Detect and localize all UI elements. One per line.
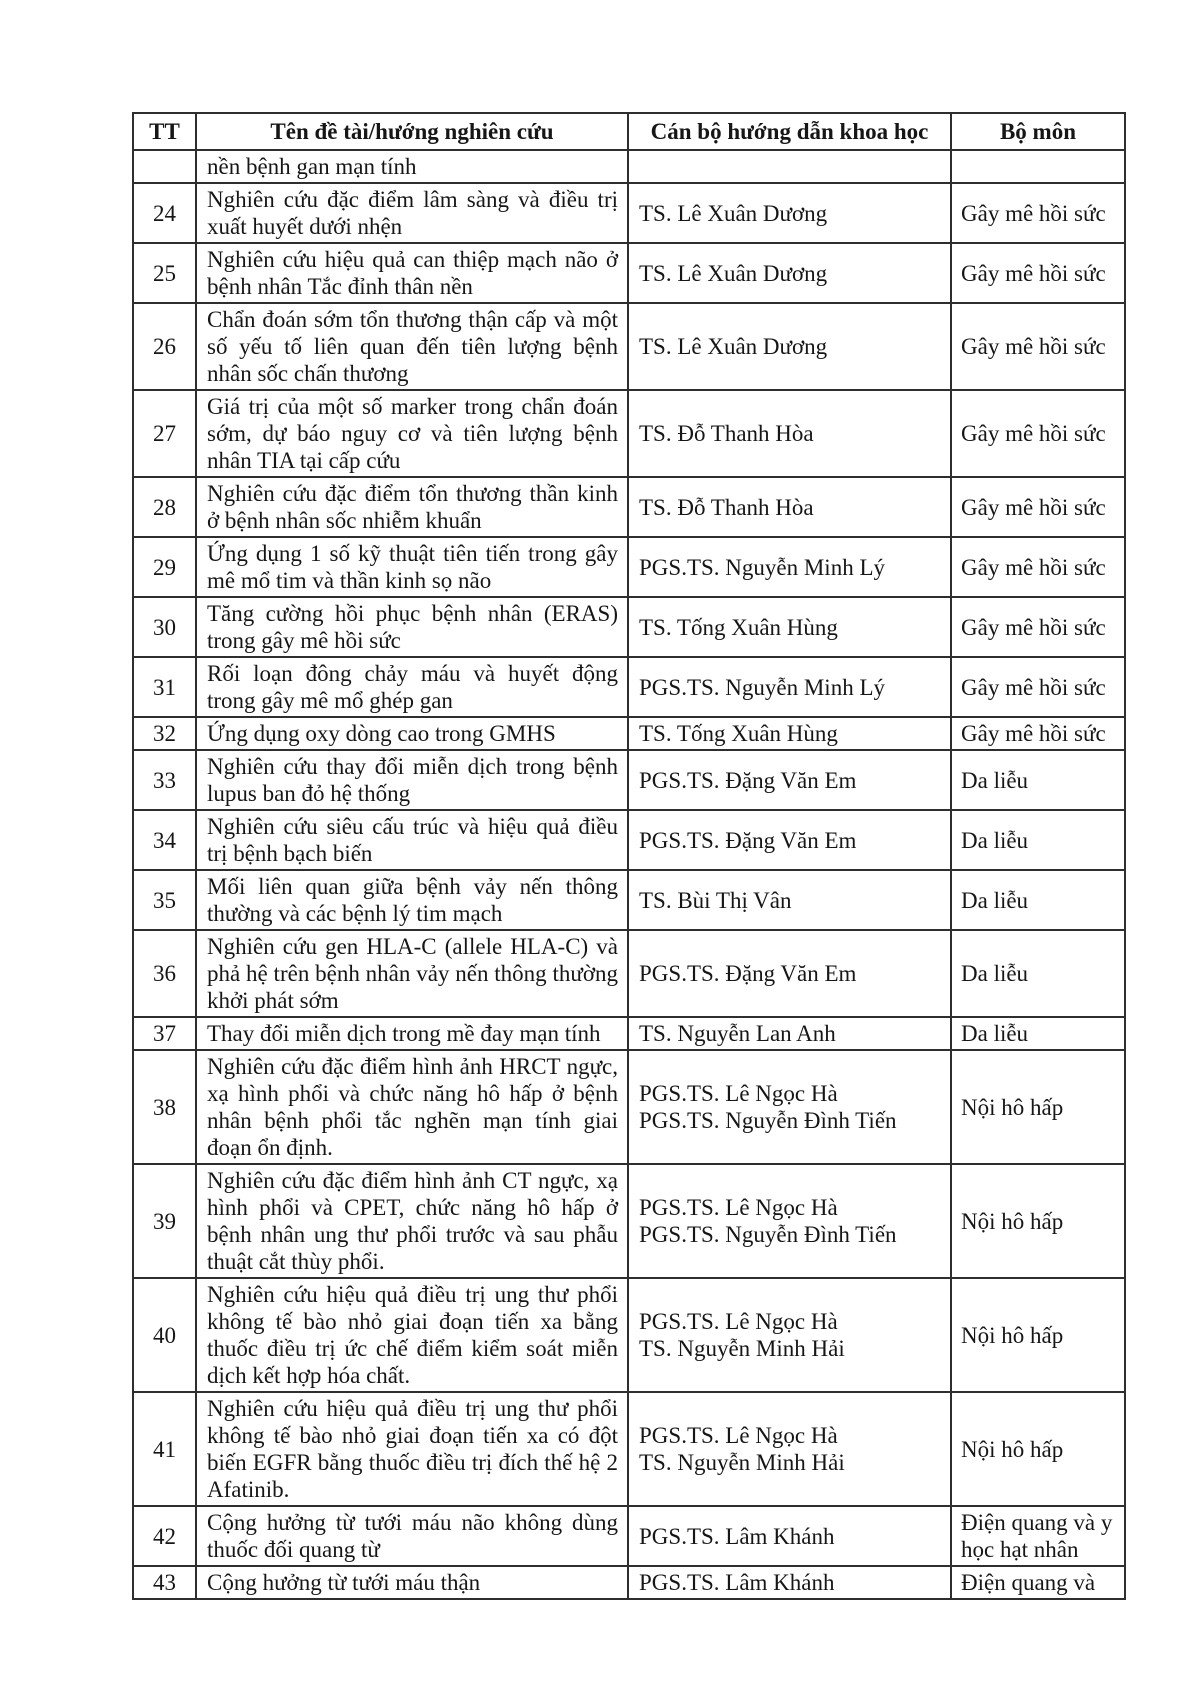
table-row	[133, 183, 1125, 243]
cell-department: Da liễu	[951, 750, 1125, 810]
cell-supervisor	[628, 390, 951, 477]
supervisor-name: TS. Đỗ Thanh Hòa	[639, 421, 814, 446]
table-row	[133, 1278, 1125, 1392]
cell-topic: Tăng cường hồi phục bệnh nhân (ERAS) trong gây mê hồi sức	[196, 597, 628, 657]
supervisor-name: TS. Nguyễn Lan Anh	[639, 1021, 836, 1046]
cell-tt	[133, 150, 196, 183]
cell-topic: Nghiên cứu đặc điểm hình ảnh HRCT ngực, xạ hình phổi và chức năng hô hấp ở bệnh nhân bệnh phổi tắc nghẽn mạn tính giai đoạn ổn định.	[196, 1050, 628, 1164]
table-row	[133, 1164, 1125, 1278]
supervisor-name: PGS.TS. Nguyễn Đình Tiến	[639, 1222, 897, 1247]
column-header-topic: Tên đề tài/hướng nghiên cứu	[196, 113, 628, 150]
cell-topic: Cộng hưởng từ tưới máu thận	[196, 1566, 628, 1599]
cell-topic: Nghiên cứu đặc điểm lâm sàng và điều trị xuất huyết dưới nhện	[196, 183, 628, 243]
cell-department: Gây mê hồi sức	[951, 183, 1125, 243]
cell-supervisor	[628, 1017, 951, 1050]
cell-tt: 32	[133, 717, 196, 750]
cell-department: Da liễu	[951, 810, 1125, 870]
table-row	[133, 537, 1125, 597]
cell-topic: Rối loạn đông chảy máu và huyết động trong gây mê mổ ghép gan	[196, 657, 628, 717]
cell-supervisor	[628, 1392, 951, 1506]
supervisor-name: PGS.TS. Lê Ngọc Hà	[639, 1423, 838, 1448]
table-header-row	[133, 113, 1125, 150]
cell-department: Nội hô hấp	[951, 1278, 1125, 1392]
cell-tt: 33	[133, 750, 196, 810]
supervisor-name: TS. Tống Xuân Hùng	[639, 614, 838, 640]
research-topics-table	[132, 112, 1126, 1600]
cell-department: Gây mê hồi sức	[951, 657, 1125, 717]
cell-topic: Mối liên quan giữa bệnh vảy nến thông thường và các bệnh lý tim mạch	[196, 870, 628, 930]
cell-topic: Nghiên cứu thay đổi miễn dịch trong bệnh lupus ban đỏ hệ thống	[196, 750, 628, 810]
cell-department	[951, 150, 1125, 183]
cell-department: Nội hô hấp	[951, 1050, 1125, 1164]
supervisor-name: PGS.TS. Đặng Văn Em	[639, 961, 857, 986]
table-row	[133, 477, 1125, 537]
cell-supervisor	[628, 1164, 951, 1278]
cell-tt: 41	[133, 1392, 196, 1506]
table-row	[133, 750, 1125, 810]
cell-tt: 27	[133, 390, 196, 477]
cell-topic: Thay đổi miễn dịch trong mề đay mạn tính	[196, 1017, 628, 1050]
cell-topic: Cộng hưởng từ tưới máu não không dùng thuốc đối quang từ	[196, 1506, 628, 1566]
cell-supervisor	[628, 537, 951, 597]
supervisor-name: PGS.TS. Lê Ngọc Hà	[639, 1309, 838, 1334]
supervisor-name: PGS.TS. Đặng Văn Em	[639, 827, 857, 853]
cell-topic: Nghiên cứu đặc điểm tổn thương thần kinh ở bệnh nhân sốc nhiễm khuẩn	[196, 477, 628, 537]
cell-tt: 37	[133, 1017, 196, 1050]
cell-department: Da liễu	[951, 930, 1125, 1017]
cell-department: Gây mê hồi sức	[951, 303, 1125, 390]
cell-supervisor	[628, 183, 951, 243]
column-header-department: Bộ môn	[951, 113, 1125, 150]
cell-topic: nền bệnh gan mạn tính	[196, 150, 628, 183]
supervisor-name: PGS.TS. Nguyễn Đình Tiến	[639, 1108, 897, 1133]
supervisor-name: PGS.TS. Lâm Khánh	[639, 1523, 835, 1549]
cell-supervisor	[628, 1506, 951, 1566]
cell-tt: 25	[133, 243, 196, 303]
table-row	[133, 303, 1125, 390]
cell-department: Gây mê hồi sức	[951, 390, 1125, 477]
cell-tt: 29	[133, 537, 196, 597]
supervisor-name: TS. Bùi Thị Vân	[639, 887, 792, 913]
cell-supervisor	[628, 150, 951, 183]
cell-tt: 38	[133, 1050, 196, 1164]
cell-topic: Nghiên cứu đặc điểm hình ảnh CT ngực, xạ hình phổi và CPET, chức năng hô hấp ở bệnh nhân ung thư phổi trước và sau phẫu thuật cắt thùy phổi.	[196, 1164, 628, 1278]
cell-supervisor	[628, 1566, 951, 1599]
cell-topic: Nghiên cứu hiệu quả điều trị ung thư phổi không tế bào nhỏ giai đoạn tiến xa bằng thuốc điều trị ức chế điểm kiểm soát miễn dịch kết hợp hóa chất.	[196, 1278, 628, 1392]
cell-department: Da liễu	[951, 1017, 1125, 1050]
cell-supervisor	[628, 1050, 951, 1164]
table-row	[133, 243, 1125, 303]
supervisor-name: TS. Lê Xuân Dương	[639, 334, 828, 359]
supervisor-name: PGS.TS. Lê Ngọc Hà	[639, 1195, 838, 1220]
cell-topic: Ứng dụng 1 số kỹ thuật tiên tiến trong gây mê mổ tim và thần kinh sọ não	[196, 537, 628, 597]
cell-department: Gây mê hồi sức	[951, 717, 1125, 750]
cell-topic: Giá trị của một số marker trong chẩn đoán sớm, dự báo nguy cơ và tiên lượng bệnh nhân TIA tại cấp cứu	[196, 390, 628, 477]
table-row	[133, 390, 1125, 477]
cell-supervisor	[628, 870, 951, 930]
cell-supervisor	[628, 657, 951, 717]
supervisor-name: TS. Nguyễn Minh Hải	[639, 1336, 845, 1361]
cell-department: Gây mê hồi sức	[951, 243, 1125, 303]
supervisor-name: TS. Tống Xuân Hùng	[639, 721, 838, 746]
table-row	[133, 930, 1125, 1017]
cell-topic: Chẩn đoán sớm tổn thương thận cấp và một số yếu tố liên quan đến tiên lượng bệnh nhân sốc chấn thương	[196, 303, 628, 390]
supervisor-name: TS. Lê Xuân Dương	[639, 260, 828, 286]
table-row	[133, 597, 1125, 657]
cell-topic: Ứng dụng oxy dòng cao trong GMHS	[196, 717, 628, 750]
cell-supervisor	[628, 597, 951, 657]
supervisor-name: TS. Nguyễn Minh Hải	[639, 1450, 845, 1475]
cell-tt: 28	[133, 477, 196, 537]
column-header-tt: TT	[133, 113, 196, 150]
table-row	[133, 810, 1125, 870]
cell-tt: 34	[133, 810, 196, 870]
cell-tt: 24	[133, 183, 196, 243]
cell-department: Gây mê hồi sức	[951, 537, 1125, 597]
cell-supervisor	[628, 243, 951, 303]
cell-topic: Nghiên cứu gen HLA-C (allele HLA-C) và phả hệ trên bệnh nhân vảy nến thông thường khởi phát sớm	[196, 930, 628, 1017]
cell-supervisor	[628, 1278, 951, 1392]
cell-tt: 30	[133, 597, 196, 657]
supervisor-name: PGS.TS. Lê Ngọc Hà	[639, 1081, 838, 1106]
column-header-supervisor: Cán bộ hướng dẫn khoa học	[628, 113, 951, 150]
supervisor-name: PGS.TS. Nguyễn Minh Lý	[639, 554, 885, 580]
cell-tt: 31	[133, 657, 196, 717]
cell-topic: Nghiên cứu hiệu quả điều trị ung thư phổi không tế bào nhỏ giai đoạn tiến xa có đột biến EGFR bằng thuốc điều trị đích thế hệ 2 Afatinib.	[196, 1392, 628, 1506]
supervisor-name: PGS.TS. Đặng Văn Em	[639, 767, 857, 793]
cell-supervisor	[628, 810, 951, 870]
cell-tt: 39	[133, 1164, 196, 1278]
cell-department: Gây mê hồi sức	[951, 477, 1125, 537]
cell-tt: 40	[133, 1278, 196, 1392]
cell-department: Nội hô hấp	[951, 1392, 1125, 1506]
cell-topic: Nghiên cứu hiệu quả can thiệp mạch não ở bệnh nhân Tắc đỉnh thân nền	[196, 243, 628, 303]
cell-tt: 42	[133, 1506, 196, 1566]
cell-supervisor	[628, 717, 951, 750]
table-row	[133, 1392, 1125, 1506]
supervisor-name: TS. Lê Xuân Dương	[639, 200, 828, 226]
cell-department: Điện quang và	[951, 1566, 1125, 1599]
cell-tt: 26	[133, 303, 196, 390]
table-row	[133, 1017, 1125, 1050]
cell-tt: 36	[133, 930, 196, 1017]
table-row	[133, 1050, 1125, 1164]
cell-department: Điện quang và y học hạt nhân	[951, 1506, 1125, 1566]
cell-supervisor	[628, 750, 951, 810]
cell-topic: Nghiên cứu siêu cấu trúc và hiệu quả điều trị bệnh bạch biến	[196, 810, 628, 870]
table-row	[133, 1506, 1125, 1566]
cell-supervisor	[628, 303, 951, 390]
supervisor-name: TS. Đỗ Thanh Hòa	[639, 494, 814, 520]
table-row	[133, 150, 1125, 183]
table-row	[133, 657, 1125, 717]
cell-department: Nội hô hấp	[951, 1164, 1125, 1278]
table-row	[133, 717, 1125, 750]
supervisor-name: PGS.TS. Nguyễn Minh Lý	[639, 674, 885, 700]
cell-department: Gây mê hồi sức	[951, 597, 1125, 657]
table-row	[133, 870, 1125, 930]
cell-supervisor	[628, 477, 951, 537]
cell-tt: 35	[133, 870, 196, 930]
cell-department: Da liễu	[951, 870, 1125, 930]
table-row	[133, 1566, 1125, 1599]
cell-tt: 43	[133, 1566, 196, 1599]
supervisor-name: PGS.TS. Lâm Khánh	[639, 1570, 835, 1595]
cell-supervisor	[628, 930, 951, 1017]
